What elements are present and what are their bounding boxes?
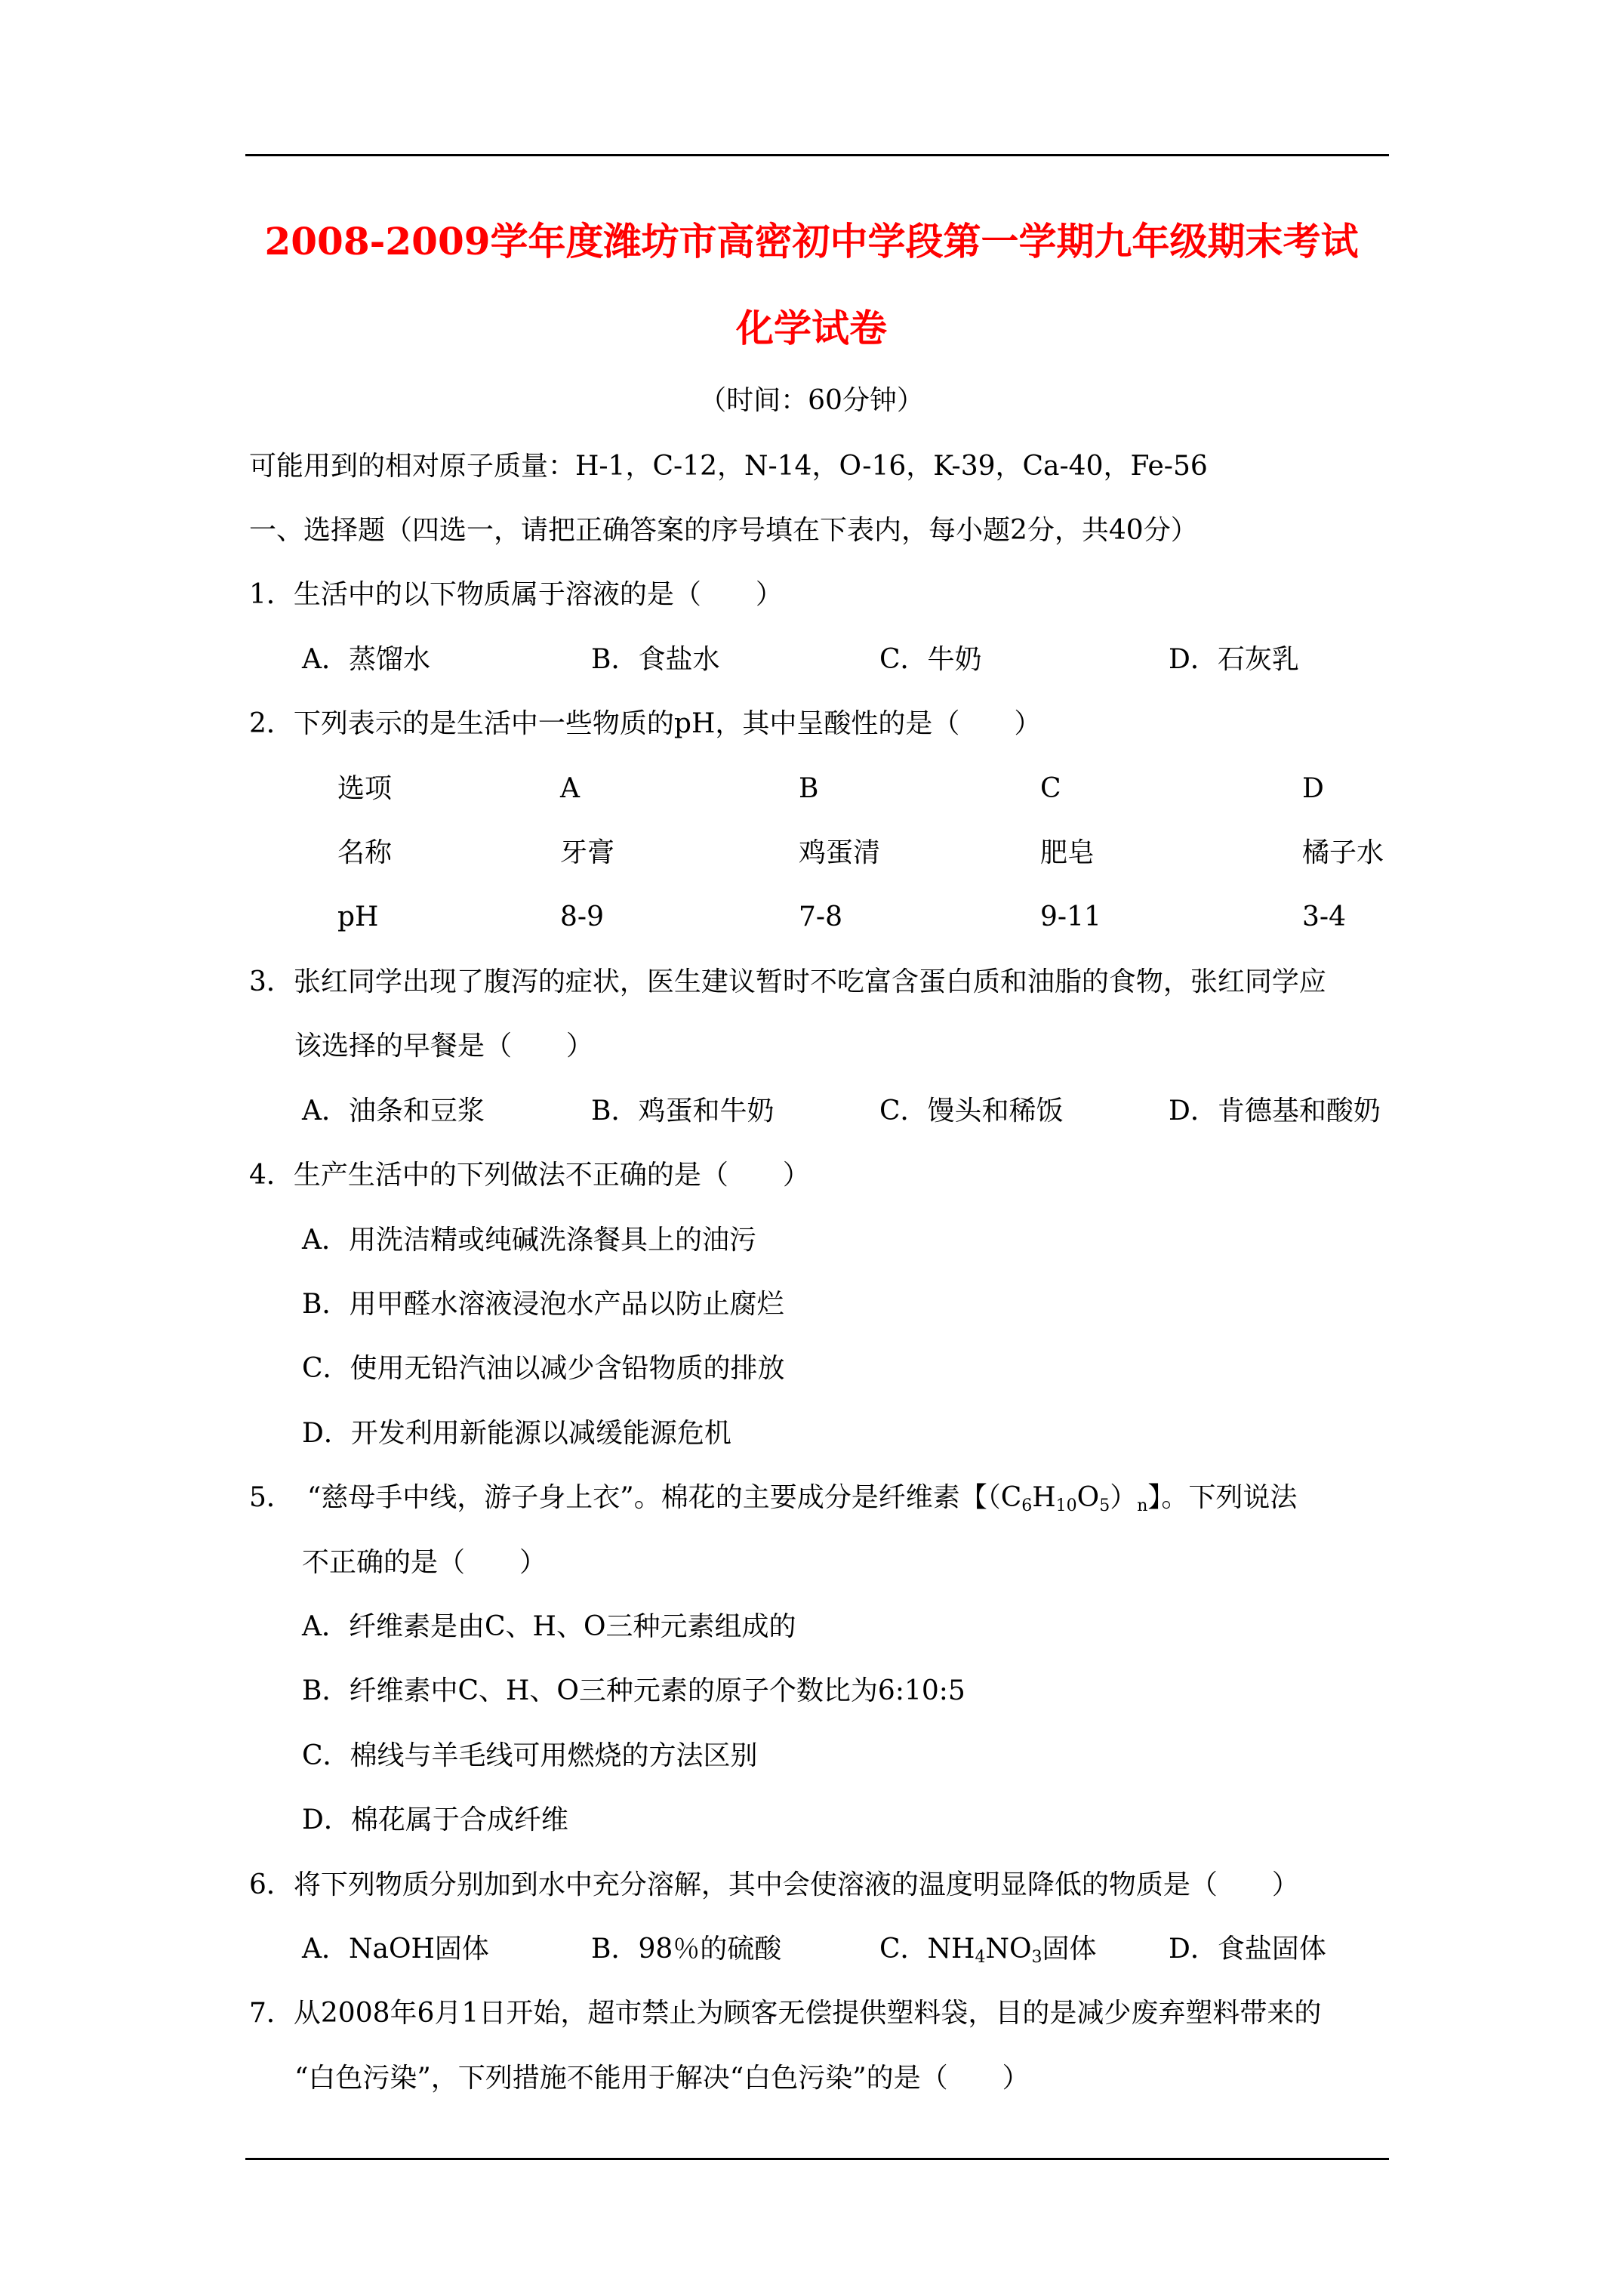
q6-option-d: D．食盐固体: [1169, 1934, 1326, 1965]
question-7-stem-cont: “白色污染”，下列措施不能用于解决“白色污染”的是（ ）: [294, 2063, 1030, 2094]
q5-option-b: B．纤维素中C、H、O三种元素的原子个数比为6:10:5: [302, 1675, 965, 1706]
question-7-stem: 7．从2008年6月1日开始，超市禁止为顾客无偿提供塑料袋，目的是减少废弃塑料带来的: [249, 1998, 1322, 2029]
table-cell: pH: [337, 901, 379, 932]
q4-option-c: C．使用无铅汽油以减少含铅物质的排放: [302, 1353, 785, 1384]
q3-option-d: D．肯德基和酸奶: [1169, 1096, 1381, 1126]
q6-option-c: C．$NH_4NO_3$固体: [879, 1934, 1097, 1967]
table-cell: 鸡蛋清: [799, 837, 881, 868]
table-cell: 选项: [337, 773, 393, 804]
q1-option-a: A．蒸馏水: [302, 644, 430, 675]
question-6-stem: 6．将下列物质分别加到水中充分溶解，其中会使溶液的温度明显降低的物质是（ ）: [249, 1869, 1299, 1900]
q5-option-a: A．纤维素是由C、H、O三种元素组成的: [302, 1611, 796, 1642]
q1-option-d: D．石灰乳: [1169, 644, 1299, 675]
q1-option-c: C．牛奶: [879, 644, 982, 675]
question-5-stem: 5． “慈母手中线，游子身上衣”。棉花的主要成分是纤维素【$(C_6H_{10}O_5)_n$】。下列说法: [249, 1482, 1298, 1515]
q6-option-b: B．98％的硫酸: [591, 1934, 782, 1965]
table-cell: 牙膏: [560, 837, 615, 868]
q3-option-b: B．鸡蛋和牛奶: [591, 1096, 775, 1126]
question-1-stem: 1．生活中的以下物质属于溶液的是（ ）: [249, 579, 783, 610]
exam-time: （时间：60分钟）: [699, 385, 924, 416]
header-rule: [245, 154, 1389, 156]
q5-option-c: C．棉线与羊毛线可用燃烧的方法区别: [302, 1740, 758, 1771]
table-cell: 9-11: [1040, 901, 1101, 932]
section-heading: 一、选择题（四选一，请把正确答案的序号填在下表内，每小题2分，共40分）: [249, 515, 1198, 546]
q5-option-d: D．棉花属于合成纤维: [302, 1804, 568, 1835]
table-cell: 名称: [337, 837, 393, 868]
table-cell: A: [560, 773, 580, 804]
table-cell: 橘子水: [1302, 837, 1384, 868]
question-5-stem-cont: 不正确的是（ ）: [302, 1547, 547, 1578]
table-cell: C: [1040, 773, 1061, 804]
q4-option-d: D．开发利用新能源以减缓能源危机: [302, 1418, 731, 1449]
q3-option-a: A．油条和豆浆: [302, 1096, 485, 1126]
q1-option-b: B．食盐水: [591, 644, 720, 675]
exam-subject-title: 化学试卷: [736, 306, 887, 350]
question-2-stem: 2．下列表示的是生活中一些物质的pH，其中呈酸性的是（ ）: [249, 708, 1042, 739]
q6-option-a: A．NaOH固体: [302, 1934, 489, 1965]
footer-rule: [245, 2158, 1389, 2160]
atomic-masses: 可能用到的相对原子质量：H-1，C-12，N-14，O-16，K-39，Ca-40，Fe-56: [249, 451, 1208, 482]
table-cell: 3-4: [1302, 901, 1346, 932]
question-3-stem: 3．张红同学出现了腹泻的症状，医生建议暂时不吃富含蛋白质和油脂的食物，张红同学应: [249, 966, 1326, 997]
q3-option-c: C．馒头和稀饭: [879, 1096, 1064, 1126]
exam-title: 2008-2009学年度潍坊市高密初中学段第一学期九年级期末考试: [264, 219, 1359, 264]
q4-option-b: B．用甲醛水溶液浸泡水产品以防止腐烂: [302, 1289, 784, 1320]
table-cell: D: [1302, 773, 1324, 804]
table-cell: 肥皂: [1040, 837, 1095, 868]
question-3-stem-cont: 该选择的早餐是（ ）: [294, 1031, 594, 1062]
table-cell: 7-8: [799, 901, 842, 932]
table-cell: B: [799, 773, 819, 804]
table-cell: 8-9: [560, 901, 604, 932]
question-4-stem: 4．生产生活中的下列做法不正确的是（ ）: [249, 1160, 810, 1191]
q4-option-a: A．用洗洁精或纯碱洗涤餐具上的油污: [302, 1225, 756, 1256]
